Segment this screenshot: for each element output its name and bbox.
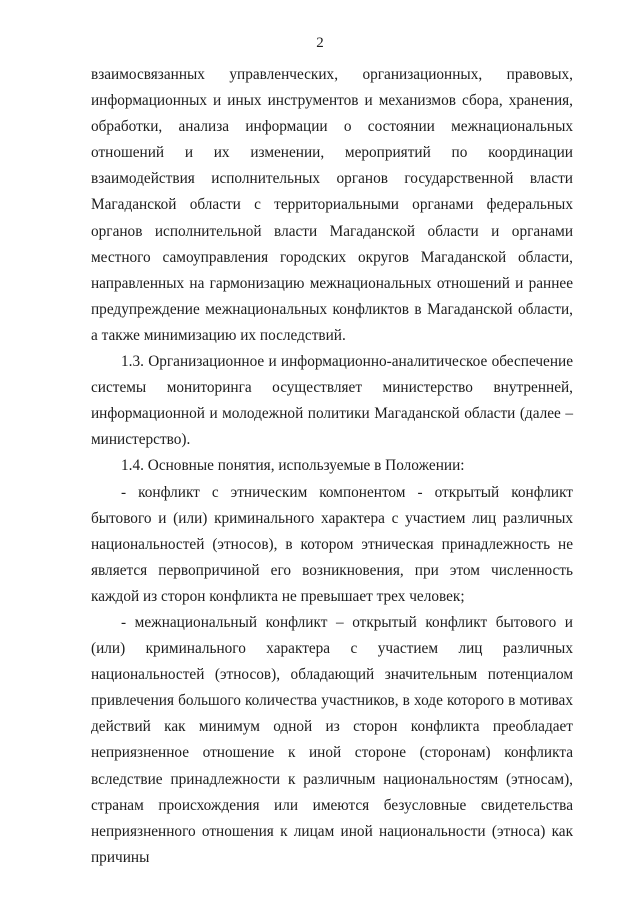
paragraph-interethnic-conflict: - межнациональный конфликт – открытый конфликт бытового и (или) криминального характера с участием лиц различных национальностей (этносов), обладающий значительным потенциалом привлечения большого количества участников, в ходе которого в мотивах действий как минимум одной из сторон конфликта преобладает неприязненное отношение к иной стороне (сторонам) конфликта вследствие принадлежности к различным национальностям (этносам), странам происхождения или имеются безусловные свидетельства неприязненного отношения к лицам иной национальности (этноса) как причины	[91, 613, 573, 866]
paragraph-ethnic-component-conflict: - конфликт с этническим компонентом - открытый конфликт бытового и (или) криминального характера с участием лиц различных национальностей (этносов), в котором этническая принадлежность не является первопричиной его возникновения, при этом численность каждой из сторон конфликта не превышает трех человек;	[91, 483, 573, 605]
paragraph-definition-continuation: взаимосвязанных управленческих, организационных, правовых, информационных и иных инструментов и механизмов сбора, хранения, обработки, анализа информации о состоянии межнациональных отношений и их изменении, мероприятий по координации взаимодействия исполнительных органов государственной власти Магаданской области с территориальными органами федеральных органов исполнительной власти Магаданской области и органами местного самоуправления городских округов Магаданской области, направленных на гармонизацию межнациональных отношений и раннее предупреждение межнациональных конфликтов в Магаданской области, а также минимизацию их последствий.	[91, 66, 573, 344]
paragraph-1-4: 1.4. Основные понятия, используемые в Положении:	[121, 457, 465, 475]
document-body	[91, 62, 573, 871]
page-number: 2	[316, 35, 324, 51]
paragraph-1-3: 1.3. Организационное и информационно-аналитическое обеспечение системы мониторинга осуществляет министерство внутренней, информационной и молодежной политики Магаданской области (далее – министерство).	[91, 353, 573, 449]
